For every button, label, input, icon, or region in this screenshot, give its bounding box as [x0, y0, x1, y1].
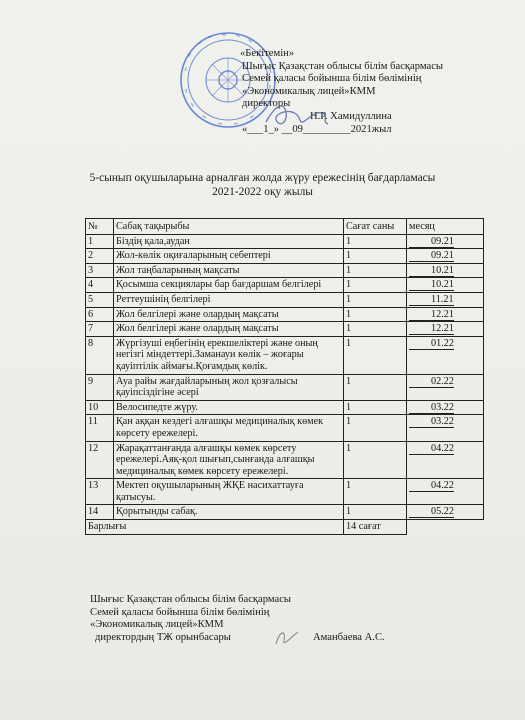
row-hours: 1	[344, 249, 407, 264]
row-month	[407, 307, 484, 322]
row-month-value: 09.21	[409, 250, 454, 262]
footer-org-line: Шығыс Қазақстан облысы білім басқармасы	[90, 594, 292, 605]
row-topic: Біздің қала,аудан	[114, 234, 344, 249]
row-topic: Қорытынды сабақ.	[114, 505, 344, 520]
row-topic: Жол таңбаларының мақсаты	[114, 263, 344, 278]
row-month	[407, 441, 484, 479]
approval-org-line: Шығыс Қазақстан облысы білім басқармасы	[242, 60, 444, 72]
row-hours: 1	[344, 263, 407, 278]
table-total-row	[86, 520, 484, 535]
director-signature-icon	[262, 98, 332, 132]
row-topic: Жол-көлік оқиғаларының себептері	[114, 249, 344, 264]
row-number: 4	[86, 278, 114, 293]
row-month	[407, 336, 484, 374]
row-number: 1	[86, 234, 114, 249]
row-month-value: 03.22	[409, 402, 454, 414]
row-month-value: 09.21	[409, 236, 454, 248]
row-month-value: 12.21	[409, 309, 454, 321]
academic-year: 2021-2022 оқу жылы	[212, 186, 313, 198]
row-month-value: 03.22	[409, 416, 454, 428]
row-number: 14	[86, 505, 114, 520]
approval-heading: «Бекітемін»	[240, 48, 295, 59]
row-month	[407, 400, 484, 415]
row-number: 11	[86, 415, 114, 441]
row-topic: Қосымша секциялары бар бағдаршам белгілері	[114, 278, 344, 293]
row-hours: 1	[344, 505, 407, 520]
row-number: 2	[86, 249, 114, 264]
row-hours: 1	[344, 292, 407, 307]
table-row	[86, 479, 484, 505]
row-number: 6	[86, 307, 114, 322]
row-month	[407, 479, 484, 505]
row-month-value: 10.21	[409, 279, 454, 291]
row-number: 8	[86, 336, 114, 374]
row-number: 3	[86, 263, 114, 278]
header-hours: Сағат саны	[344, 219, 407, 235]
table-row	[86, 249, 484, 264]
footer-name: Аманбаева А.С.	[313, 632, 385, 643]
row-month	[407, 374, 484, 400]
row-month	[407, 415, 484, 441]
total-label: Барлығы	[86, 520, 344, 535]
footer-position-line: директордың ТЖ орынбасары	[95, 631, 231, 643]
footer-block	[90, 594, 291, 644]
approval-signer: Н.Р. Хамидуллина	[310, 110, 392, 122]
row-number: 12	[86, 441, 114, 479]
row-hours: 1	[344, 400, 407, 415]
row-hours: 1	[344, 415, 407, 441]
lesson-plan-table	[85, 218, 484, 535]
header-number: №	[86, 219, 114, 235]
row-month-value: 05.22	[409, 506, 454, 518]
row-hours: 1	[344, 336, 407, 374]
row-number: 10	[86, 400, 114, 415]
table-row	[86, 263, 484, 278]
approval-dept-line: Семей қаласы бойынша білім бөлімінің	[242, 73, 422, 85]
table-row	[86, 307, 484, 322]
approval-position-line: директоры	[242, 98, 291, 110]
table-row	[86, 322, 484, 337]
row-topic: Қан аққан кездегі алғашқы медициналық көмек көрсету ережелері.	[114, 415, 344, 441]
row-number: 13	[86, 479, 114, 505]
row-hours: 1	[344, 307, 407, 322]
table-row	[86, 400, 484, 415]
row-month-value: 01.22	[409, 338, 454, 350]
row-number: 9	[86, 374, 114, 400]
row-hours: 1	[344, 479, 407, 505]
row-month	[407, 249, 484, 264]
row-month	[407, 278, 484, 293]
row-month	[407, 263, 484, 278]
row-topic: Велосипедте жүру.	[114, 400, 344, 415]
row-hours: 1	[344, 278, 407, 293]
row-topic: Реттеушінің белгілері	[114, 292, 344, 307]
table-row	[86, 336, 484, 374]
footer-dept-line: Семей қаласы бойынша білім бөлімінің	[90, 606, 270, 618]
approval-school-line: «Экономикалық лицей»КММ	[242, 85, 376, 97]
header-month: месяц	[407, 219, 484, 235]
row-month-value: 04.22	[409, 480, 454, 492]
row-topic: Мектеп оқушыларының ЖҚЕ насихаттауға қатысуы.	[114, 479, 344, 505]
row-month-value: 02.22	[409, 376, 454, 388]
table-row	[86, 234, 484, 249]
row-month	[407, 292, 484, 307]
row-month-value: 04.22	[409, 443, 454, 455]
table-row	[86, 374, 484, 400]
footer-school-line: «Экономикалық лицей»КММ	[90, 619, 224, 631]
table-header-row	[86, 219, 484, 235]
row-month-value: 12.21	[409, 323, 454, 335]
deputy-signature-icon	[272, 626, 302, 650]
table-row	[86, 292, 484, 307]
row-hours: 1	[344, 441, 407, 479]
row-month	[407, 234, 484, 249]
row-month	[407, 505, 484, 520]
row-hours: 1	[344, 234, 407, 249]
row-month-value: 10.21	[409, 265, 454, 277]
row-hours: 1	[344, 374, 407, 400]
document-title: 5-сынып оқушыларына арналған жолда жүру ережесінің бағдарламасы	[89, 172, 436, 184]
table-row	[86, 505, 484, 520]
row-number: 5	[86, 292, 114, 307]
row-topic: Жарақаттанғанда алғашқы көмек көрсету ережелері.Аяқ-қол шығып,сынғанда алғашқы медициналық көмек көрсету ережелері.	[114, 441, 344, 479]
row-month	[407, 322, 484, 337]
row-topic: Жол белгілері және олардың мақсаты	[114, 307, 344, 322]
row-month-value: 11.21	[409, 294, 454, 306]
row-topic: Жол белгілері және олардың мақсаты	[114, 322, 344, 337]
header-topic: Сабақ тақырыбы	[114, 219, 344, 235]
table-row	[86, 278, 484, 293]
row-hours: 1	[344, 322, 407, 337]
total-hours: 14 сағат	[344, 520, 407, 535]
table-row	[86, 415, 484, 441]
table-row	[86, 441, 484, 479]
row-topic: Ауа райы жағдайларының жол қозғалысы қауіпсіздігіне әсері	[114, 374, 344, 400]
row-topic: Жүргізуші еңбегінің ерекшеліктері және оның негізгі міндеттері.Заманауи көлік – жоғары қауіптілік аймағы.Қоғамдық көлік.	[114, 336, 344, 374]
row-number: 7	[86, 322, 114, 337]
approval-date: «___1_» __09_________2021жыл	[242, 123, 392, 135]
